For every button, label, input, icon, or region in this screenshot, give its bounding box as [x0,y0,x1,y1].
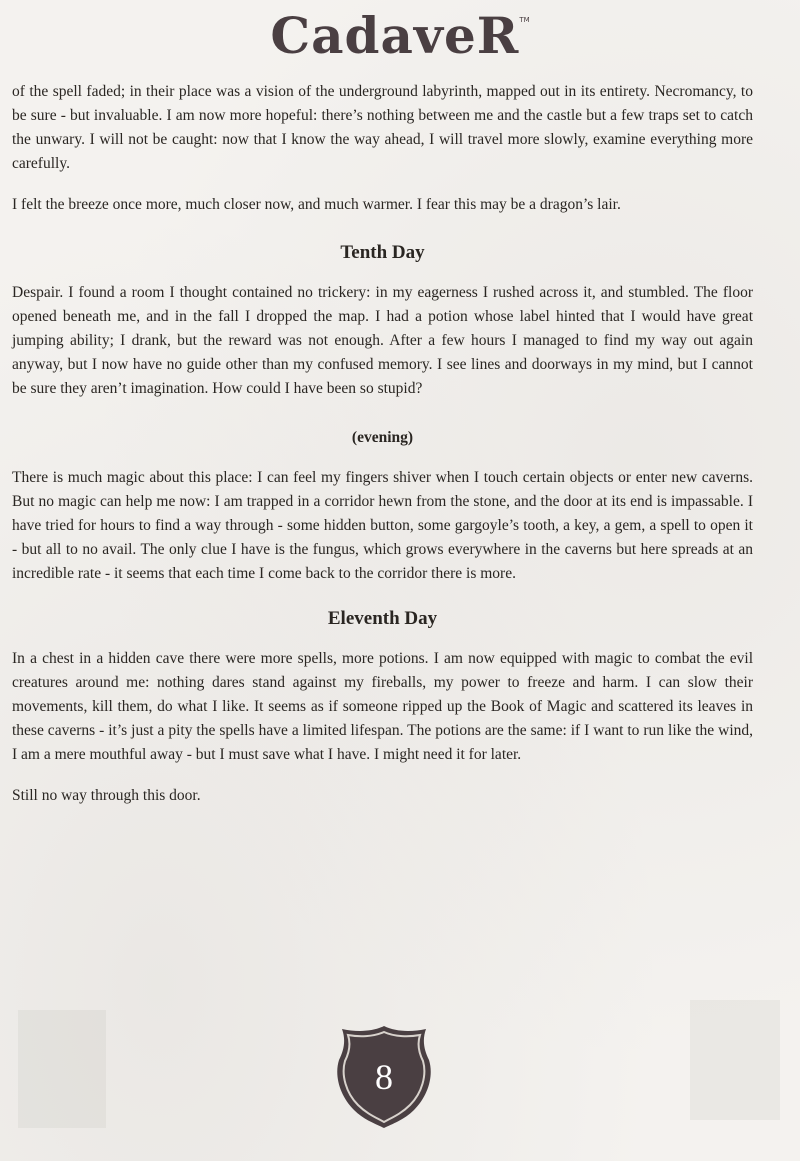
paragraph: Despair. I found a room I thought contained no trickery: in my eagerness I rushed across it, and stumbled. The floor opened beneath me, and in the fall I dropped the map. I had a potion whose label hinted that I would have great jumping ability; I drank, but the reward was not enough. After a few hours I managed to find my way out again anyway, but I now have no guide other than my confused memory. I see lines and doorways in my mind, but I cannot be sure they aren’t imagination. How could I have been so stupid? [12,284,753,397]
cadaver-logo [0,4,800,68]
paragraph: I felt the breeze once more, much closer now, and much warmer. I fear this may be a dragon’s lair. [12,196,621,213]
paragraph: of the spell faded; in their place was a vision of the underground labyrinth, mapped out in its entirety. Necromancy, to be sure - but invaluable. I am now more hopeful: there’s nothing between me and the castle but a few traps set to catch the unwary. I will not be caught: now that I know the way ahead, I will travel more slowly, examine everything more carefully. [12,83,753,172]
section-heading-eleventh-day: Eleventh Day [327,608,438,629]
diary-text [12,80,753,808]
logo-text: CadaveR [270,6,520,65]
section-heading-tenth-day: Tenth Day [340,242,425,263]
paragraph: In a chest in a hidden cave there were more spells, more potions. I am now equipped with magic to combat the evil creatures around me: nothing dares stand against my fireballs, my power to freeze and harm. I can slow their movements, kill them, do what I like. It seems as if someone ripped up the Book of Magic and scattered its leaves in these caverns - it’s just a pity the spells have a limited lifespan. The potions are the same: if I want to run like the wind, I am a mere mouthful away - but I must save what I have. I might need it for later. [12,650,753,763]
section-heading-evening: (evening) [351,429,414,446]
page-number-badge [336,1024,432,1130]
bleed-through-shadow [690,1000,780,1120]
trademark-symbol: TM [519,16,530,24]
bleed-through-shadow [18,1010,106,1128]
paragraph: Still no way through this door. [12,787,201,804]
paragraph: There is much magic about this place: I can feel my fingers shiver when I touch certain objects or enter new caverns. But no magic can help me now: I am trapped in a corridor hewn from the stone, and the door at its end is impassable. I have tried for hours to find a way through - some hidden button, some gargoyle’s tooth, a key, a gem, a spell to open it - but all to no avail. The only clue I have is the fungus, which grows everywhere in the caverns but here spreads at an incredible rate - it seems that each time I come back to the corridor there is more. [12,469,753,582]
page-number: 8 [375,1057,393,1097]
